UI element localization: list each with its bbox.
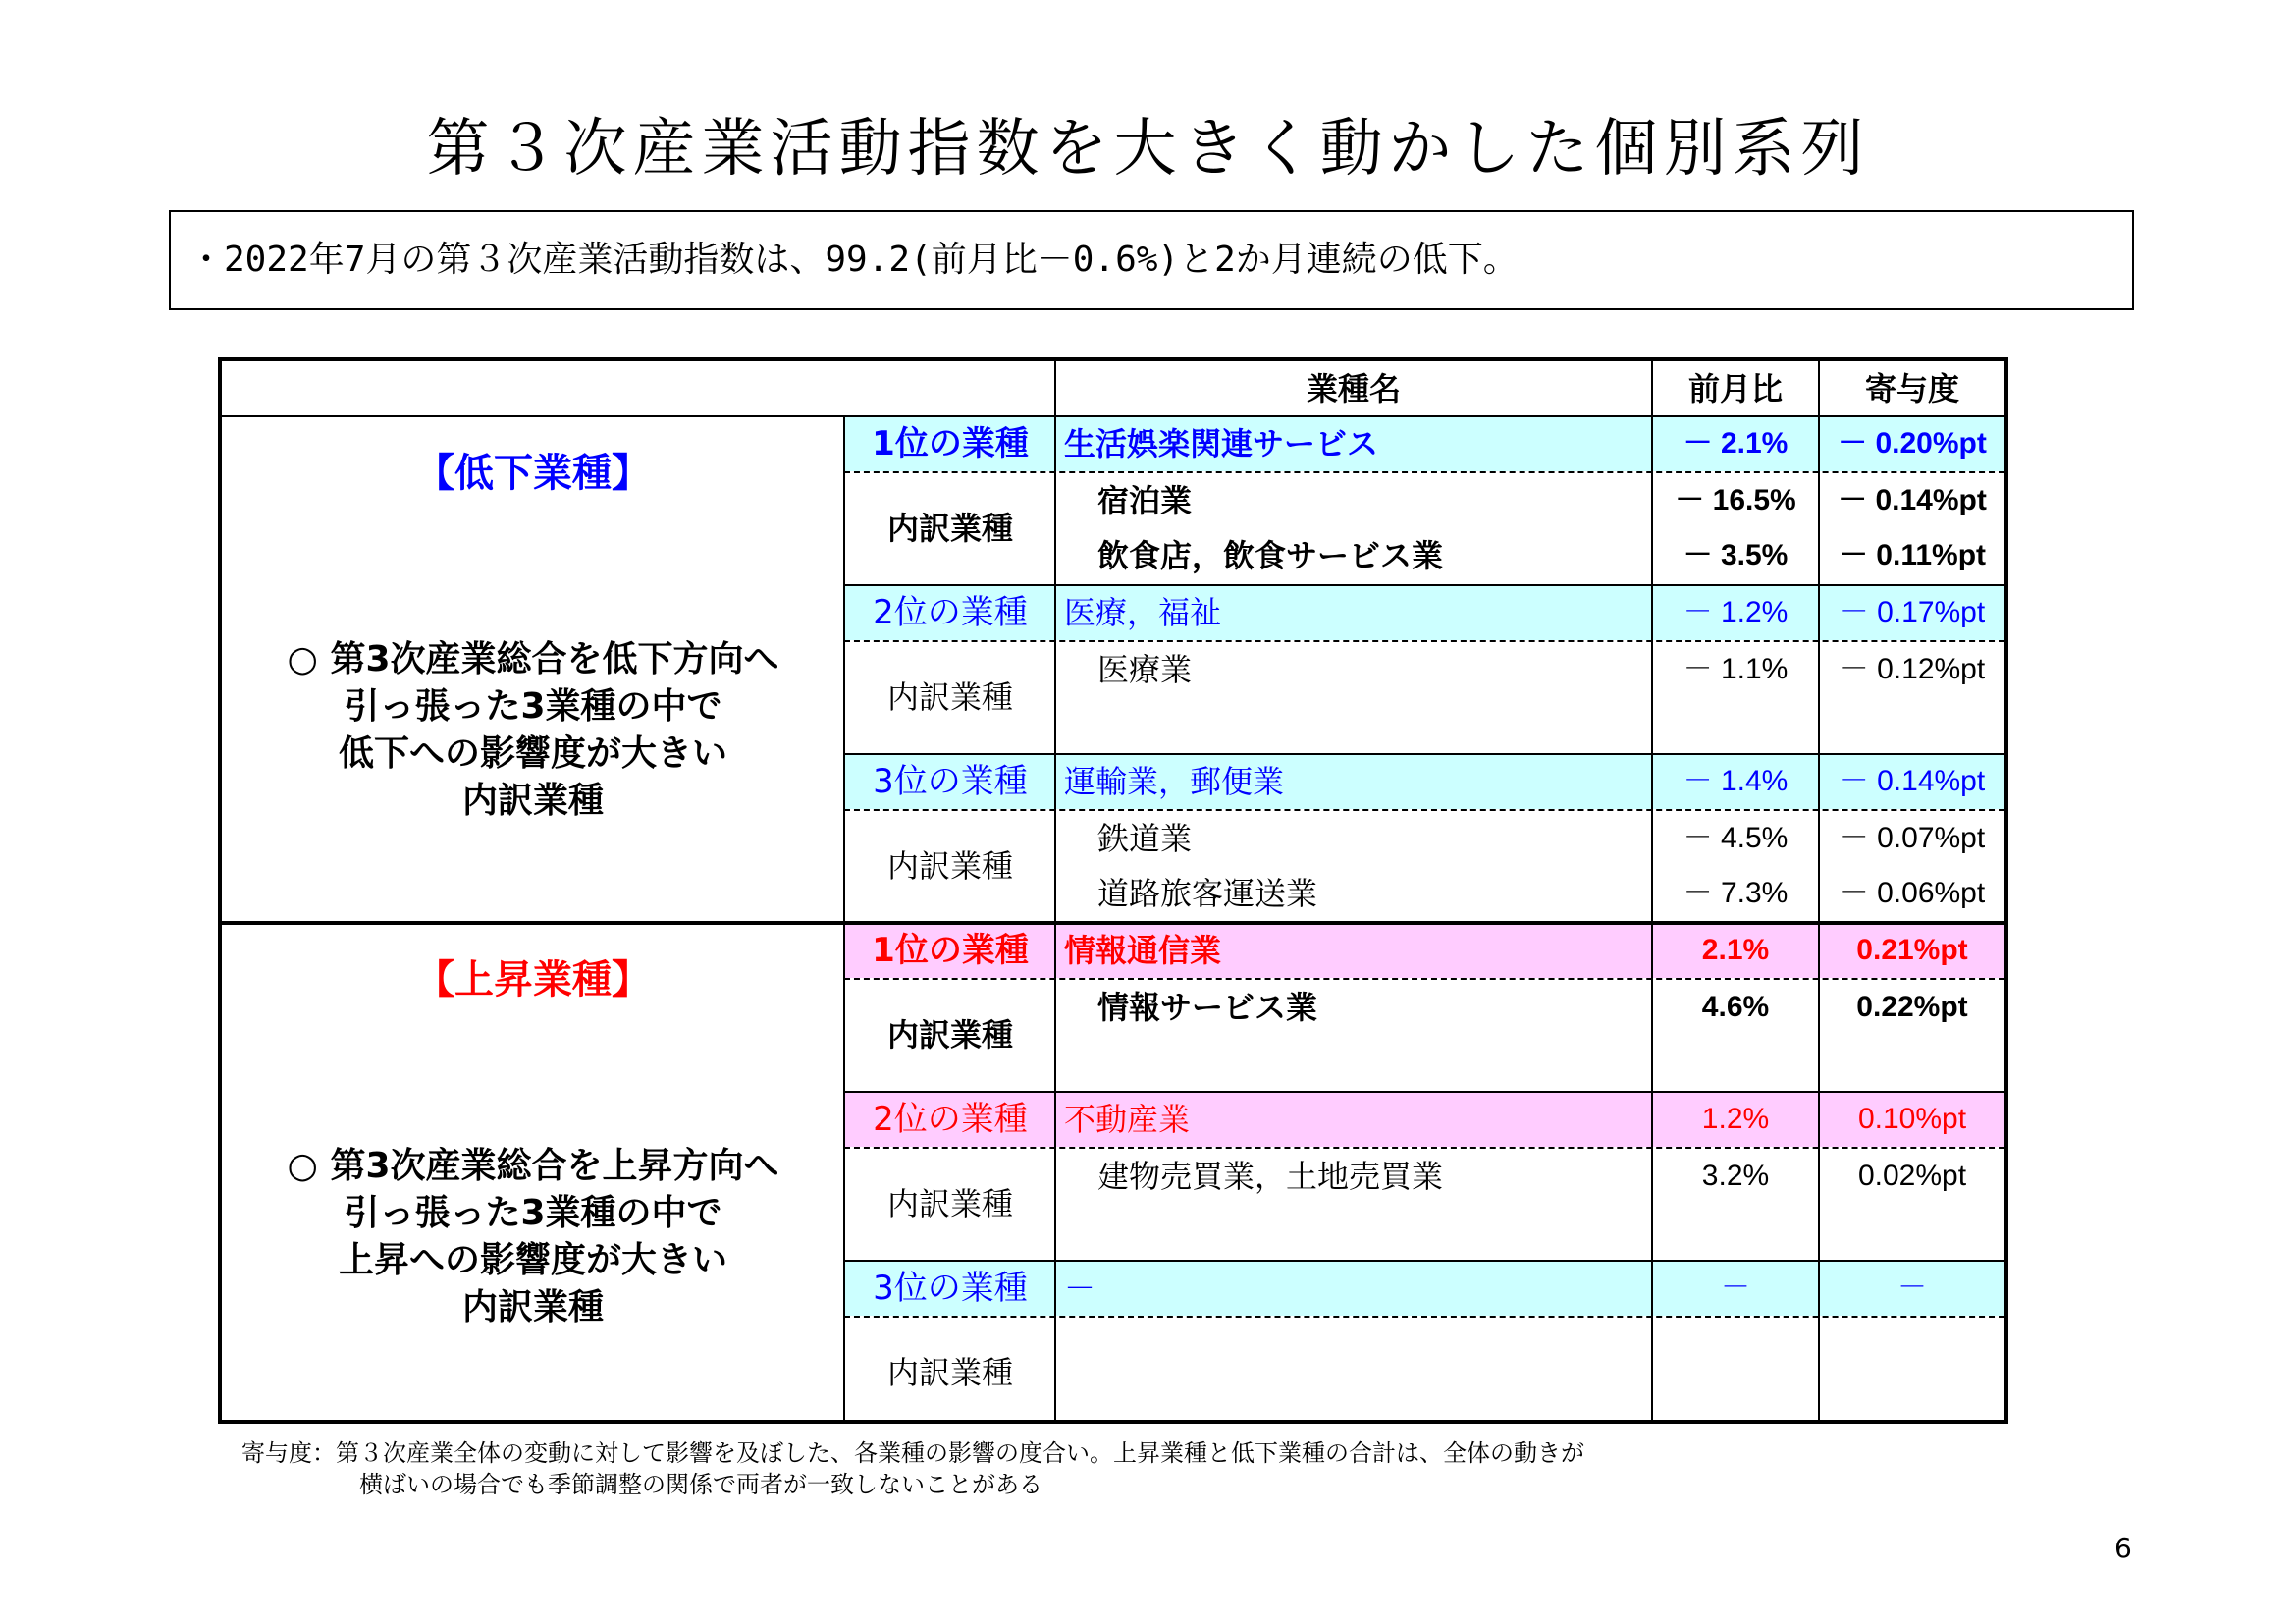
rise-description-2: 引っ張った3業種の中で <box>344 1193 722 1233</box>
rise-description-3: 上昇への影響度が大きい <box>338 1240 727 1280</box>
decline-rank3-label: 3位の業種 <box>873 762 1028 801</box>
rise-rank1-sub1-mom: 4.6% <box>1701 991 1770 1023</box>
summary-box: ・2022年7月の第３次産業活動指数は、99.2(前月比－0.6%)と2か月連続の低下。 <box>169 210 2134 310</box>
rise-rank1-sub1-contrib: 0.22%pt <box>1856 991 1968 1023</box>
rise-rank2-label: 2位の業種 <box>873 1100 1028 1139</box>
rise-rank1-name: 情報通信業 <box>1064 932 1222 969</box>
header-contrib: 寄与度 <box>1864 370 1959 407</box>
rise-rank2-sub1-mom: 3.2% <box>1701 1160 1770 1192</box>
decline-rank3-sub2-mom: － 7.3% <box>1682 877 1789 909</box>
decline-rank2-sub-label: 内訳業種 <box>886 678 1013 716</box>
decline-rank1-mom: － 2.1% <box>1682 427 1789 460</box>
decline-description-1: ○ 第3次産業総合を低下方向へ <box>287 639 779 679</box>
decline-rank2-mom: － 1.2% <box>1682 596 1789 628</box>
decline-rank1-sub1-contrib: － 0.14%pt <box>1838 484 1987 516</box>
decline-rank1-name: 生活娯楽関連サービス <box>1064 425 1379 462</box>
page-number: 6 <box>2114 1532 2132 1564</box>
decline-rank2-sub1-contrib: － 0.12%pt <box>1839 653 1986 685</box>
rise-rank1-contrib: 0.21%pt <box>1856 934 1968 966</box>
decline-rank2-sub1-name: 医療業 <box>1097 651 1193 688</box>
rise-rank3-mom: － <box>1721 1272 1750 1304</box>
decline-rank1-contrib: － 0.20%pt <box>1838 427 1987 460</box>
decline-rank3-sub2-contrib: － 0.06%pt <box>1839 877 1986 909</box>
decline-heading: 【低下業種】 <box>415 451 651 496</box>
decline-rank3-name: 運輸業，郵便業 <box>1064 763 1285 800</box>
header-mom: 前月比 <box>1687 370 1783 407</box>
decline-rank1-sub1-name: 宿泊業 <box>1097 482 1193 519</box>
decline-rank3-sub1-mom: － 4.5% <box>1682 822 1789 854</box>
decline-rank3-sub1-contrib: － 0.07%pt <box>1839 822 1986 854</box>
decline-rank2-name: 医療，福祉 <box>1064 594 1222 631</box>
rise-rank2-mom: 1.2% <box>1701 1103 1770 1135</box>
rise-description-1: ○ 第3次産業総合を上昇方向へ <box>287 1146 779 1186</box>
footnote-line-1: 寄与度：第３次産業全体の変動に対して影響を及ぼした、各業種の影響の度合い。上昇業種と低下業種の合計は、全体の動きが <box>241 1439 1584 1467</box>
decline-rank1-sub2-contrib: － 0.11%pt <box>1838 539 1987 571</box>
rise-rank2-name: 不動産業 <box>1064 1101 1191 1138</box>
rise-rank2-sub1-contrib: 0.02%pt <box>1857 1160 1967 1192</box>
rise-rank3-sub-label: 内訳業種 <box>886 1354 1013 1391</box>
decline-rank2-contrib: － 0.17%pt <box>1839 596 1986 628</box>
rise-heading: 【上昇業種】 <box>415 957 651 1002</box>
rise-rank1-sub-label: 内訳業種 <box>886 1016 1013 1054</box>
rise-rank2-sub-label: 内訳業種 <box>886 1185 1013 1222</box>
decline-rank1-label: 1位の業種 <box>872 424 1029 463</box>
rise-rank3-contrib: － <box>1897 1272 1927 1304</box>
header-industry-name: 業種名 <box>1306 370 1401 407</box>
industry-table <box>218 357 2008 1424</box>
footnote <box>241 1437 1584 1500</box>
decline-rank3-sub1-name: 鉄道業 <box>1097 820 1193 857</box>
decline-rank1-sub2-name: 飲食店，飲食サービス業 <box>1097 537 1444 574</box>
rise-description-4: 内訳業種 <box>461 1287 604 1327</box>
rise-rank1-label: 1位の業種 <box>872 931 1029 970</box>
decline-rank2-sub1-mom: － 1.1% <box>1682 653 1789 685</box>
decline-rank2-label: 2位の業種 <box>873 593 1028 632</box>
decline-rank1-sub-label: 内訳業種 <box>886 510 1013 547</box>
decline-rank3-mom: － 1.4% <box>1682 765 1789 797</box>
rise-rank3-label: 3位の業種 <box>873 1269 1028 1308</box>
rise-rank2-sub1-name: 建物売買業，土地売買業 <box>1097 1158 1444 1195</box>
decline-description-3: 低下への影響度が大きい <box>338 733 727 774</box>
decline-description-4: 内訳業種 <box>461 781 604 821</box>
decline-rank1-sub2-mom: － 3.5% <box>1682 539 1789 571</box>
decline-rank3-contrib: － 0.14%pt <box>1839 765 1986 797</box>
rise-rank3-name: － <box>1064 1270 1096 1307</box>
divider <box>844 1316 2004 1318</box>
decline-description-2: 引っ張った3業種の中で <box>344 686 722 727</box>
rise-rank1-mom: 2.1% <box>1701 934 1770 966</box>
decline-rank3-sub2-name: 道路旅客運送業 <box>1097 875 1318 912</box>
rise-rank2-contrib: 0.10%pt <box>1857 1103 1967 1135</box>
decline-rank1-sub1-mom: － 16.5% <box>1675 484 1796 516</box>
footnote-line-2: 横ばいの場合でも季節調整の関係で両者が一致しないことがある <box>359 1471 1042 1498</box>
rise-rank1-sub1-name: 情報サービス業 <box>1097 989 1318 1026</box>
decline-rank3-sub-label: 内訳業種 <box>886 847 1013 885</box>
page-title: 第３次産業活動指数を大きく動かした個別系列 <box>426 113 1870 186</box>
